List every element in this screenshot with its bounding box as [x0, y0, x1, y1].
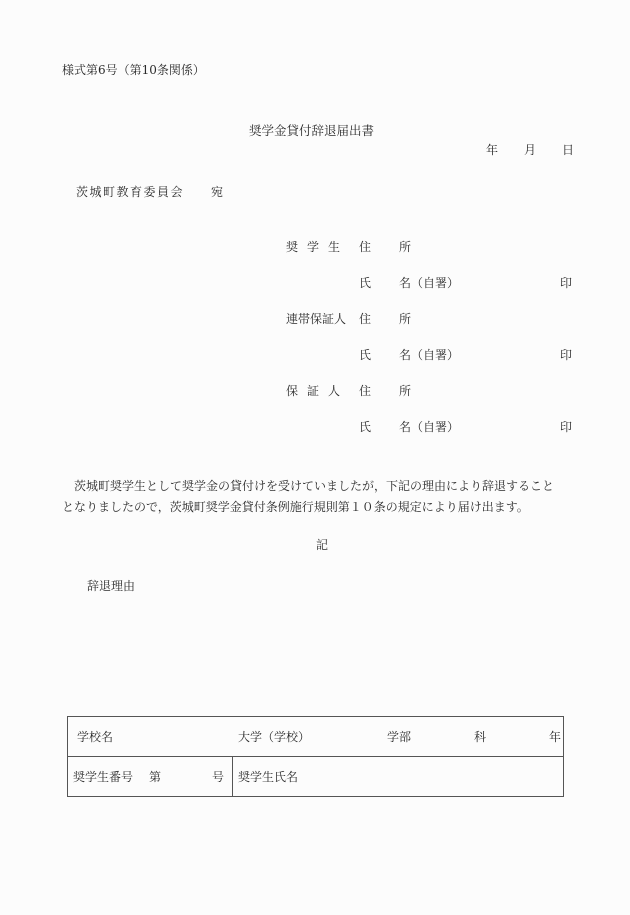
address-label-1: 住 [359, 312, 372, 326]
grade-year-label: 年 [549, 730, 562, 744]
role-label: 保証人 [286, 384, 350, 398]
name-label-2: 名（自署） [399, 420, 460, 434]
seal-mark: 印 [560, 420, 573, 434]
role-label: 連帯保証人 [286, 312, 347, 326]
address-label-2: 所 [399, 240, 412, 254]
seal-mark: 印 [560, 276, 573, 290]
table-row-school [68, 717, 564, 757]
body-paragraph [62, 476, 582, 518]
name-label-1: 氏 [359, 276, 372, 290]
reason-label: 辞退理由 [87, 579, 136, 593]
address-label-2: 所 [399, 312, 412, 326]
name-label-2: 名（自署） [399, 348, 460, 362]
role-label: 奨学生 [286, 240, 350, 254]
table-row-student [68, 757, 564, 797]
address-label-1: 住 [359, 384, 372, 398]
student-name-label: 奨学生氏名 [238, 770, 299, 784]
faculty-label: 学部 [387, 730, 412, 744]
number-suffix: 号 [212, 770, 225, 784]
university-label: 大学（学校） [238, 730, 311, 744]
addressee-suffix: 宛 [211, 185, 224, 199]
ki-heading: 記 [316, 538, 329, 552]
name-label-2: 名（自署） [399, 276, 460, 290]
date-month-label: 月 [524, 143, 537, 157]
seal-mark: 印 [560, 348, 573, 362]
student-name-cell [233, 757, 564, 797]
school-info-table [67, 716, 564, 797]
form-number: 様式第6号（第10条関係） [62, 63, 205, 77]
document-title: 奨学金貸付辞退届出書 [249, 123, 375, 138]
date-day-label: 日 [562, 143, 575, 157]
body-line-2: となりましたので，茨城町奨学金貸付条例施行規則第１０条の規定により届け出ます。 [62, 500, 529, 514]
addressee-name: 茨城町教育委員会 [76, 185, 185, 199]
address-label-1: 住 [359, 240, 372, 254]
department-label: 科 [474, 730, 487, 744]
school-cell [68, 717, 564, 757]
school-label: 学校名 [77, 730, 114, 744]
address-label-2: 所 [399, 384, 412, 398]
student-number-cell [68, 757, 233, 797]
student-number-label: 奨学生番号 [73, 770, 134, 784]
date-year-label: 年 [486, 143, 499, 157]
number-prefix: 第 [149, 770, 162, 784]
body-line-1: 茨城町奨学生として奨学金の貸付けを受けていましたが，下記の理由により辞退すること [74, 479, 555, 493]
name-label-1: 氏 [359, 348, 372, 362]
name-label-1: 氏 [359, 420, 372, 434]
